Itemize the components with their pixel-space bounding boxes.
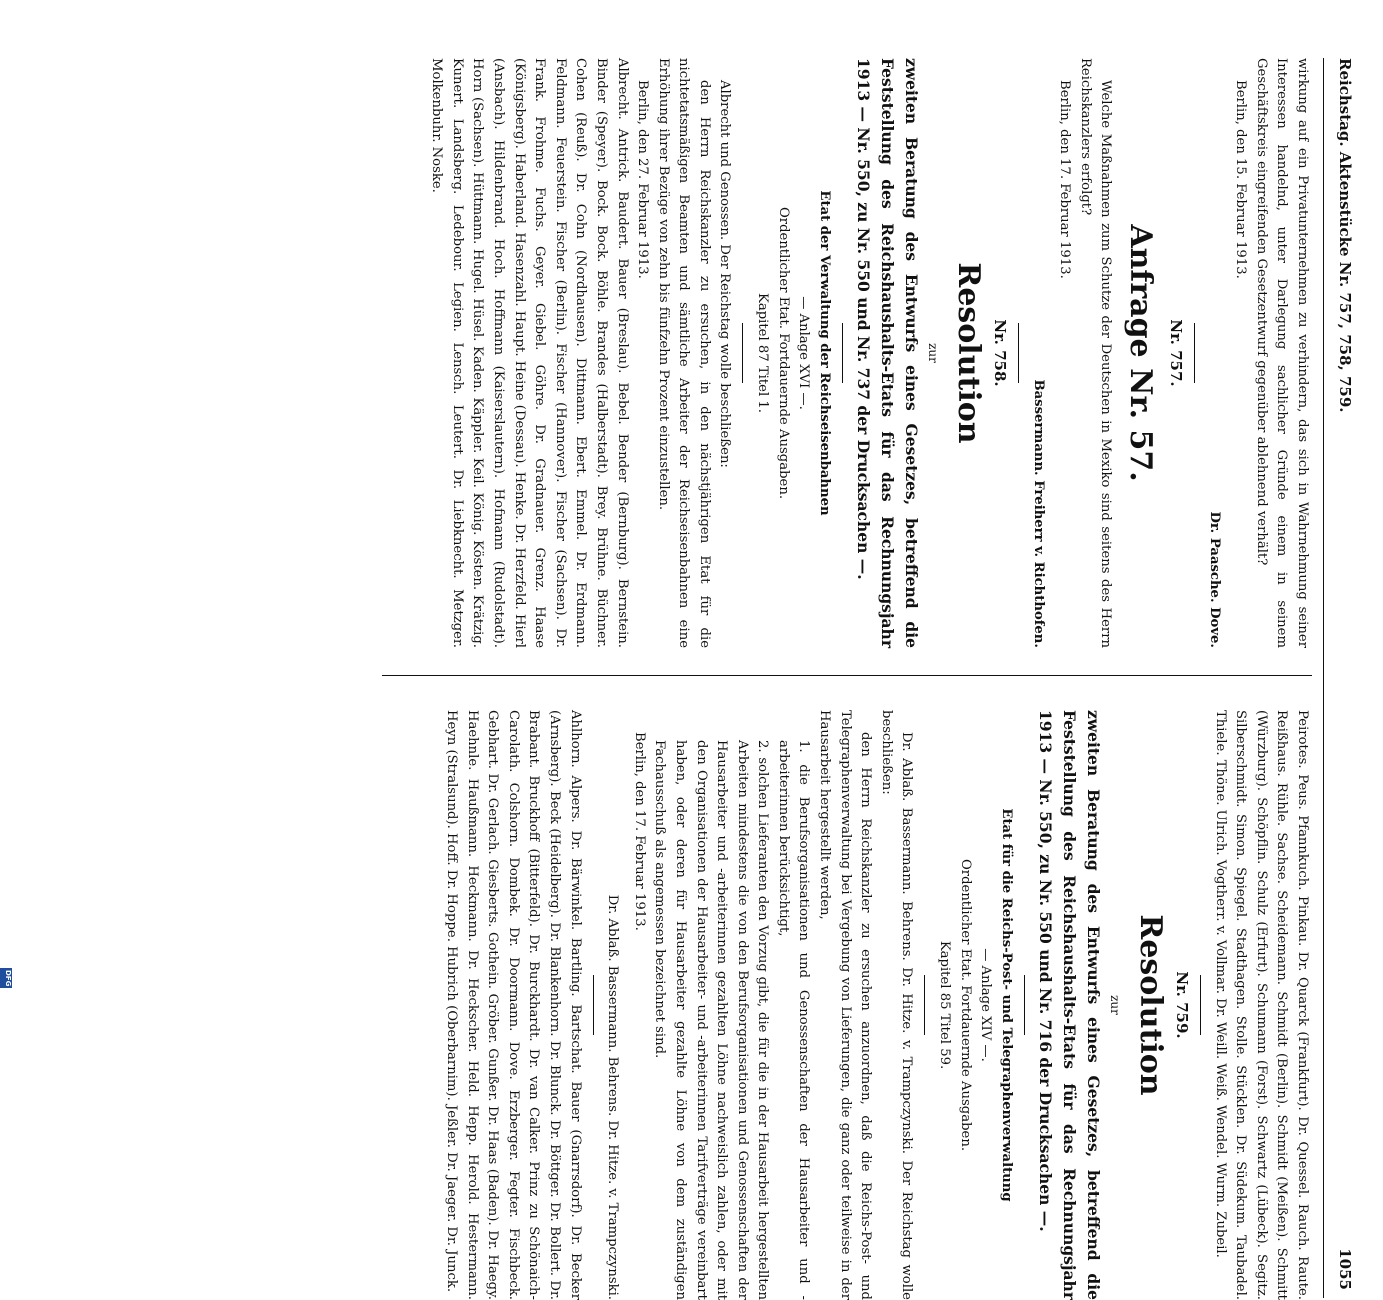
kapitel-label: Kapitel 85 Titel 59. [937, 940, 953, 1070]
page-header [1328, 58, 1358, 1298]
ausgaben-label: Ordentlicher Etat. Fortdauernde Ausgaben. [775, 206, 791, 500]
anfrage-title: Anfrage Nr. 57. [1123, 224, 1159, 482]
document-number-758: Nr. 758. [991, 319, 1010, 387]
left-column [426, 58, 1312, 648]
dfg-logo: DFG [0, 968, 12, 988]
anlage-label: — Anlage XIV —. [978, 948, 994, 1062]
resolution-subject: zweiten Beratung des Entwurfs eines Gesetzes, betreffend die Feststellung des Reichshaushalts-Etats für das Rechnungsjahr 1913 — Nr. 550, zu Nr. 550 und Nr. 737 der Drucksachen —. [853, 58, 921, 648]
motion-text: den Herrn Reichskanzler zu ersuchen anzuordnen, daß die Reichs-Post- und Telegraphenverwaltung bei Vergebung von Lieferungen, die ganz oder teilweise in der Hausarbeit hergestellt werden, [817, 710, 874, 1300]
zur-label: zur [1108, 995, 1123, 1015]
header-rule [1323, 58, 1324, 1298]
zur-label: zur [926, 343, 941, 363]
page-number: 1055 [1336, 1248, 1354, 1290]
right-column [440, 710, 1312, 1300]
ausgaben-label: Ordentlicher Etat. Fortdauernde Ausgaben. [957, 858, 973, 1152]
separator [924, 975, 925, 1035]
separator [1018, 323, 1019, 383]
anfrage-text: Welche Maßnahmen zum Schutze der Deutschen in Mexiko sind seitens des Herrn Reichskanzlers erfolgt? [1077, 58, 1114, 648]
resolution-subject: zweiten Beratung des Entwurfs eines Gesetzes, betreffend die Feststellung des Reichshaushalts-Etats für das Rechnungsjahr 1913 — Nr. 550, zu Nr. 550 und Nr. 716 der Drucksachen —. [1035, 710, 1103, 1300]
resolution-title: Resolution [1133, 914, 1169, 1096]
separator [1200, 975, 1201, 1035]
motion-intro: Albrecht und Genossen. Der Reichstag wolle beschließen: [717, 80, 733, 468]
date-1: Berlin, den 15. Februar 1913. [1233, 80, 1249, 279]
motion-text: den Herrn Reichskanzler zu ersuchen, in den nächstjährigen Etat für die nichtetatsmäßigen Beamten und sämtliche Arbeiter der Reichseisenbahnen eine Erhöhung ihrer Bezüge von zehn bis fünfzehn Prozent einzustellen. [655, 58, 712, 648]
separator [1194, 323, 1195, 383]
document-number-759: Nr. 759. [1173, 971, 1192, 1039]
anlage-label: — Anlage XVI —. [796, 296, 812, 410]
date: Berlin, den 17. Februar 1913. [631, 732, 647, 931]
signatory-list-top: Peirotes. Peus. Pfannkuch. Pinkau. Dr. Quarck (Frankfurt). Dr. Quessel. Rauch. Raute. Reißhaus. Rühle. Sachse. Scheidemann. Schmidt (Berlin). Schmidt (Meißen). Schmitt (Würzburg). Schöpflin. Schulz (Erfurt). Schumann (Forst). Schwartz (Lübeck). Segitz. Silberschmidt. Simon. Spiegel. Stadthagen. Stolle. Stücklen. Dr. Südekum. Taubadel. Thiele. Thöne. Ulrich. Vogtherr. v. Vollmar. Dr. Weill. Weiß. Wendel. Wurm. Zubeil. [1212, 710, 1310, 1300]
signatory-list: Ahlhorn. Alpers. Dr. Bärwinkel. Bartling. Bartschat. Bauer (Gnarrsdorf). Dr. Becker (Arnsberg). Beck (Heidelberg). Dr. Blankenhorn. Dr. Blunck. Dr. Böttger. Dr. Bollert. Dr. Brabant. Bruckhoff (Bitterfeld). Dr. Burckhardt. Dr. van Calker. Prinz zu Schönaich-Carolath. Colshorn. Dombek. Dr. Doormann. Dove. Erzberger. Fegter. Fischbeck. Gebhart. Dr. Gerlach. Giesberts. Gothein. Gröber. Gunßer. Dr. Haas (Baden). Dr. Haegy. Haehnle. Haußmann. Heckmann. Dr. Heckscher. Held. Hepp. Herold. Hestermann. Heyn (Stralsund). Hoff. Dr. Hoppe. Hubrich (Oberbarnim). Jeßler. Dr. Jaeger. Dr. Junck. [444, 710, 583, 1300]
kapitel-label: Kapitel 87 Titel 1. [755, 293, 771, 413]
resolution-title: Resolution [951, 262, 987, 444]
separator [1024, 975, 1025, 1035]
signature-1: Dr. Paasche. Dove. [1206, 511, 1222, 648]
motion-intro: Dr. Ablaß. Bassermann. Behrens. Dr. Hitze. v. Trampczynski. Der Reichstag wolle beschließen: [878, 710, 915, 1300]
signature-2: Bassermann. Freiherr v. Richthofen. [1030, 379, 1046, 648]
intro-paragraph: wirkung auf ein Privatunternehmen zu verhindern, das sich in Wahrnehmung seiner Interessen handelnd, unter Darlegung sachlicher Gründe einem in seinem Geschäftskreis eingreifenden Gesetzentwurf gegenüber ablehnend verhält? [1253, 58, 1310, 648]
document-number-757: Nr. 757. [1167, 319, 1186, 387]
separator [593, 975, 594, 1035]
signatory-list: Albrecht. Antrick. Baudert. Bauer (Breslau). Bebel. Bender (Bernburg). Bernstein. Binder (Speyer). Bock. Bock. Böhle. Brandes (Halberstadt). Brey. Brühne. Büchner. Cohen (Reuß). Dr. Cohn (Nordhausen). Dittmann. Ebert. Emmel. Dr. Erdmann. Feldmann. Feuerstein. Fischer (Berlin). Fischer (Hannover). Fischer (Sachsen). Dr. Frank. Frohme. Fuchs. Geyer. Giebel. Göhre. Dr. Gradnauer. Grenz. Haase (Königsberg). Haberland. Hasenzahl. Haupt. Heine (Dessau). Henke. Dr. Herzfeld. Hierl (Ansbach). Hildenbrand. Hoch. Hoffmann (Kaiserslautern). Hofmann (Rudolstadt). Horn (Sachsen). Hüttmann. Hugel. Hüsel. Kaden. Käppler. Keil. König. Kösten. Krätzig. Kunert. Landsberg. Ledebour. Legien. Lensch. Leutert. Dr. Liebknecht. Metzger. Molkenbuhr. Noske. [429, 58, 630, 648]
separator [743, 323, 744, 383]
motion-item-1: 1. die Berufsorganisationen und Genossenschaften der Hausarbeiter und -arbeiterinnen berücksichtigt, [775, 740, 812, 1300]
date-3: Berlin, den 27. Februar 1913. [635, 80, 651, 279]
motion-item-2: 2. solchen Lieferanten den Vorzug gibt, die für die in der Hausarbeit hergestellten Arbeiten mindestens die von den Berufsorganisationen und Genossenschaften der Hausarbeiter und -arbeiterinnen gezahlten Löhne nachweislich zahlen, oder mit den Organisationen der Hausarbeiter- und -arbeiterinnen Tarifverträge vereinbart haben, oder deren für Hausarbeiter gezahlte Löhne von dem zuständigen Fachausschuß als angemessen bezeichnet sind. [652, 740, 771, 1300]
etat-title: Etat der Verwaltung der Reichseisenbahnen [816, 190, 832, 516]
separator [842, 323, 843, 383]
etat-title: Etat für die Reichs-Post- und Telegraphenverwaltung [998, 808, 1014, 1202]
column-divider [382, 675, 1312, 676]
signature: Dr. Ablaß. Bassermann. Behrens. Dr. Hitze. v. Trampczynski. [605, 894, 621, 1300]
date-2: Berlin, den 17. Februar 1913. [1057, 80, 1073, 279]
rotated-page [62, 58, 1354, 1300]
header-title: Reichstag. Aktenstücke Nr. 757, 758, 759. [1336, 58, 1354, 413]
